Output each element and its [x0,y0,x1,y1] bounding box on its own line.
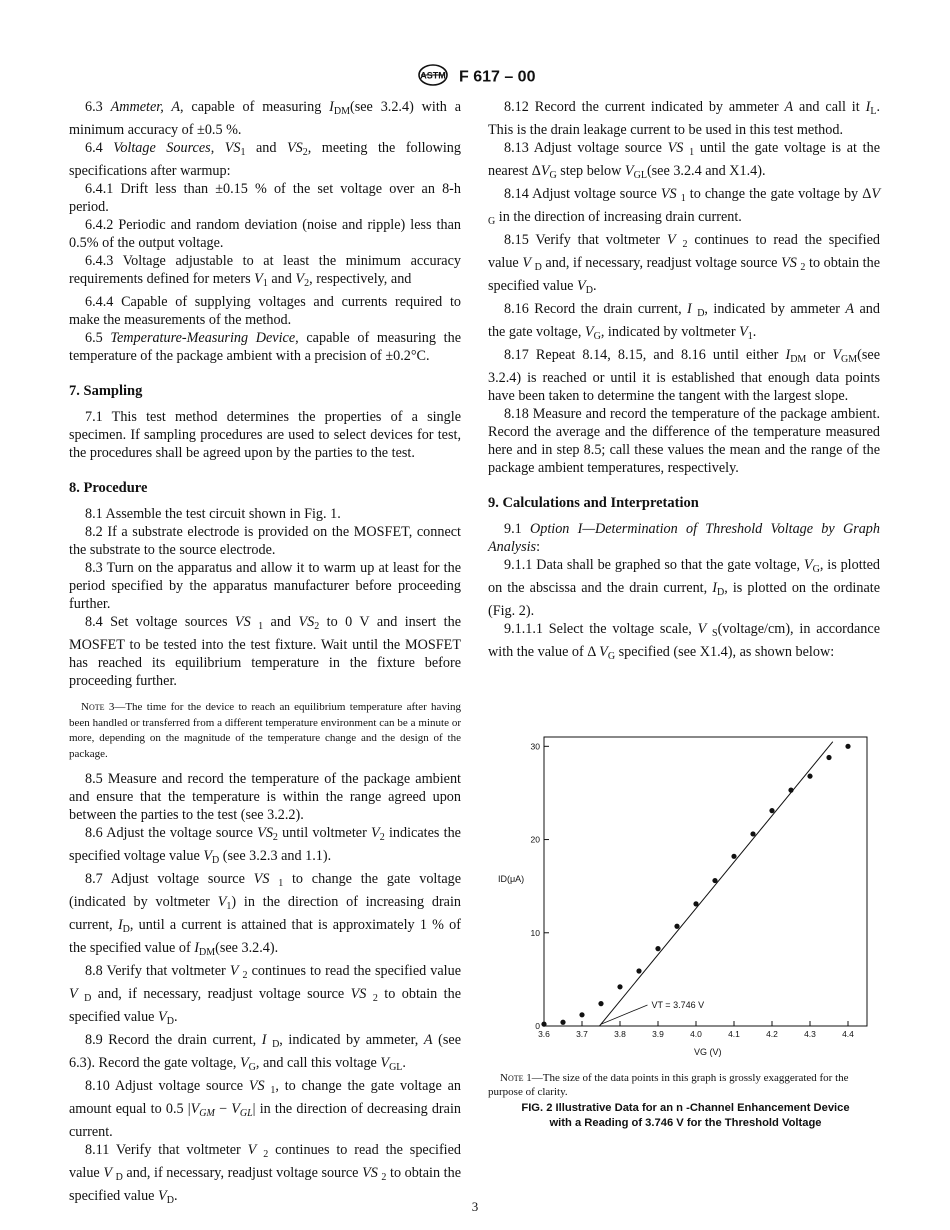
data-point [617,984,622,989]
y-tick-label: 20 [530,834,540,845]
paragraph-6-3: 6.3 Ammeter, A, capable of measuring $I_{DM}(see$ 3.2.4) with a minimum accuracy of ±0.5 %. [69,99,461,138]
paragraph-8-9: 8.9 Record the drain current, I $_D$, indicated by ammeter, A (see 6.3). Record the gate voltage, $V_G$, and call this voltage $V_{GL}$. [69,1032,462,1073]
paragraph-8-5: 8.5 Measure and record the temperature of the package ambient and ensure that the temperature is within the range agreed upon between the parties to the test (see 3.2.2). [69,771,461,823]
tangent-line [599,742,832,1026]
page-header [0,64,950,91]
paragraph-8-15: 8.15 Verify that voltmeter V $_2$ continues to read the specified value V $_D$ and, if necessary, readjust voltage source VS $_2$ to obtain the specified value $V_D$. [488,232,881,296]
paragraph-8-17: 8.17 Repeat 8.14, 8.15, and 8.16 until either $I_{DM}$ or $V_{GM}(see$ 3.2.4) is reached or until it is established that enough data points have been taken to determine the tangent with the largest slope. [488,347,880,404]
data-point [693,901,698,906]
x-axis-label: VG (V) [694,1047,722,1057]
data-point [674,924,679,929]
section-heading-procedure: 8. Procedure [69,480,148,496]
paragraph-8-16: 8.16 Record the drain current, I $_D$, indicated by ammeter A and the gate voltage, $V_G$, indicated by voltmeter $V_1$. [488,301,880,342]
paragraph-8-18: 8.18 Measure and record the temperature of the package ambient. Record the average and the difference of the temperature measured here and in step 8.5; call these values the mean and the range of the package ambient temperatures, respectively. [488,406,880,476]
x-tick-label: 3.9 [652,1029,664,1039]
figure-caption [488,1101,883,1131]
plot-frame [544,737,867,1026]
paragraph-8-10: 8.10 Adjust voltage source VS $_1$, to change the gate voltage an amount equal to 0.5 $|V_{GM} - V_{GL}|$ in the direction of decreasing drain current. [69,1078,461,1140]
paragraph-9-1-1-1: 9.1.1.1 Select the voltage scale, V $_S$(voltage/cm), in accordance with the value of Δ $V_G$ specified (see X1.4), as shown below: [488,621,880,662]
paragraph-7-1: 7.1 This test method determines the properties of a single specimen. If sampling procedures are used to select devices for test, the procedures shall be agreed upon by the parties to the test. [69,409,461,461]
paragraph-6-4: 6.4 Voltage Sources, $VS_1$ and $VS_2$, meeting the following specifications after warmup: [69,140,461,179]
data-point [598,1001,603,1006]
chart-svg [498,730,878,1065]
paragraph-9-1-1: 9.1.1 Data shall be graphed so that the gate voltage, $V_G$, is plotted on the abscissa and the drain current, $I_D$, is plotted on the ordinate (Fig. 2). [488,557,880,619]
paragraph-6-4-1: 6.4.1 Drift less than ±0.15 % of the set voltage over an 8-h period. [69,181,461,215]
paragraph-8-14: 8.14 Adjust voltage source VS $_1$ to change the gate voltage by ΔV $_G$ in the direction of increasing drain current. [488,186,881,227]
x-tick-label: 3.7 [576,1029,588,1039]
data-point [655,946,660,951]
paragraph-6-4-2: 6.4.2 Periodic and random deviation (noise and ripple) less than 0.5% of the output voltage. [69,217,461,251]
paragraph-8-8: 8.8 Verify that voltmeter V $_2$ continues to read the specified value V $_D$ and, if necessary, readjust voltage source VS $_2$ to obtain the specified value $V_D$. [69,963,462,1027]
figure-caption-line-2: with a Reading of 3.746 V for the Threshold Voltage [549,1117,822,1129]
data-point [845,744,850,749]
figure-2-chart [498,730,878,1070]
x-tick-label: 4.0 [690,1029,702,1039]
paragraph-8-3: 8.3 Turn on the apparatus and allow it to warm up at least for the period specified by the apparatus manufacturer before proceeding further. [69,560,461,612]
data-point [579,1012,584,1017]
paragraph-6-4-4: 6.4.4 Capable of supplying voltages and currents required to make the measurements of the method. [69,294,461,328]
x-tick-label: 4.3 [804,1029,816,1039]
paragraph-6-5: 6.5 Temperature-Measuring Device, capable of measuring the temperature of the package ambient with a precision of ±0.2°C. [69,330,461,364]
paragraph-6-4-3: 6.4.3 Voltage adjustable to at least the minimum accuracy requirements defined for meters $V_1$ and $V_2$, respectively, and [69,253,461,289]
data-point [560,1020,565,1025]
x-tick-label: 3.6 [538,1029,550,1039]
y-axis-label: ID(μA) [498,874,525,884]
paragraph-8-6: 8.6 Adjust the voltage source $VS_2$ until voltmeter $V_2$ indicates the specified voltage value $V_D$ (see 3.2.3 and 1.1). [69,825,461,866]
data-point [636,968,641,973]
data-point [731,854,736,859]
note-3: Note 3—The time for the device to reach an equilibrium temperature after having been handled or transferred from a different temperature environment can be a minute or more, depending on the magnitude of the temperature change and the design of the package. [69,701,461,760]
threshold-annotation: VT = 3.746 V [651,1000,705,1010]
data-point [826,755,831,760]
paragraph-8-4: 8.4 Set voltage sources VS $_1$ and $VS_2$ to 0 V and insert the MOSFET to be tested into the test fixture. Wait until the MOSFET has reached its equilibrium temperature in the fixture before proceeding further. [69,614,462,689]
section-heading-calculations: 9. Calculations and Interpretation [488,495,699,511]
paragraph-8-2: 8.2 If a substrate electrode is provided on the MOSFET, connect the substrate to the source electrode. [69,524,461,558]
section-heading-sampling: 7. Sampling [69,383,143,399]
y-tick-label: 30 [530,741,540,752]
logo-text: ASTM [419,70,446,81]
x-tick-label: 4.2 [766,1029,778,1039]
paragraph-8-1: 8.1 Assemble the test circuit shown in Fig. 1. [85,506,341,522]
data-point [541,1022,546,1027]
x-tick-label: 4.4 [842,1029,854,1039]
y-tick-label: 10 [530,927,540,938]
standard-designation: F 617 – 00 [458,68,536,86]
left-column [69,98,461,1210]
x-tick-label: 3.8 [614,1029,626,1039]
paragraph-8-13: 8.13 Adjust voltage source VS $_1$ until the gate voltage is at the nearest $\Delta V_G$ step below $V_{GL}(see$ 3.2.4 and X1.4). [488,140,881,181]
x-tick-label: 4.1 [728,1029,740,1039]
paragraph-8-12: 8.12 Record the current indicated by ammeter A and call it $I_L$. This is the drain leakage current to be used in this test method. [488,99,880,138]
data-point [807,774,812,779]
paragraph-9-1: 9.1 Option I—Determination of Threshold Voltage by Graph Analysis: [488,521,880,555]
astm-logo-icon [415,64,451,91]
right-column [488,98,880,666]
page-number: 3 [471,1199,479,1214]
figure-caption-line-1: FIG. 2 Illustrative Data for an n -Channel Enhancement Device [521,1102,850,1114]
y-tick-label: 0 [535,1021,540,1031]
paragraph-8-11: 8.11 Verify that voltmeter V $_2$ continues to read the specified value V $_D$ and, if necessary, readjust voltage source VS $_2$ to obtain the specified value $V_D$. [69,1142,462,1206]
data-point [769,808,774,813]
data-point [712,878,717,883]
figure-note-1: Note 1—The size of the data points in this graph is grossly exaggerated for the purpose of clarity. [488,1072,849,1098]
data-point [750,831,755,836]
paragraph-8-7: 8.7 Adjust voltage source VS $_1$ to change the gate voltage (indicated by voltmeter $V_1$) in the direction of increasing drain current, $I_D$, until a current is attained that is approximately 1 % of the specified value of $I_{DM}(see$ 3.2.4). [69,871,462,958]
data-point [788,788,793,793]
